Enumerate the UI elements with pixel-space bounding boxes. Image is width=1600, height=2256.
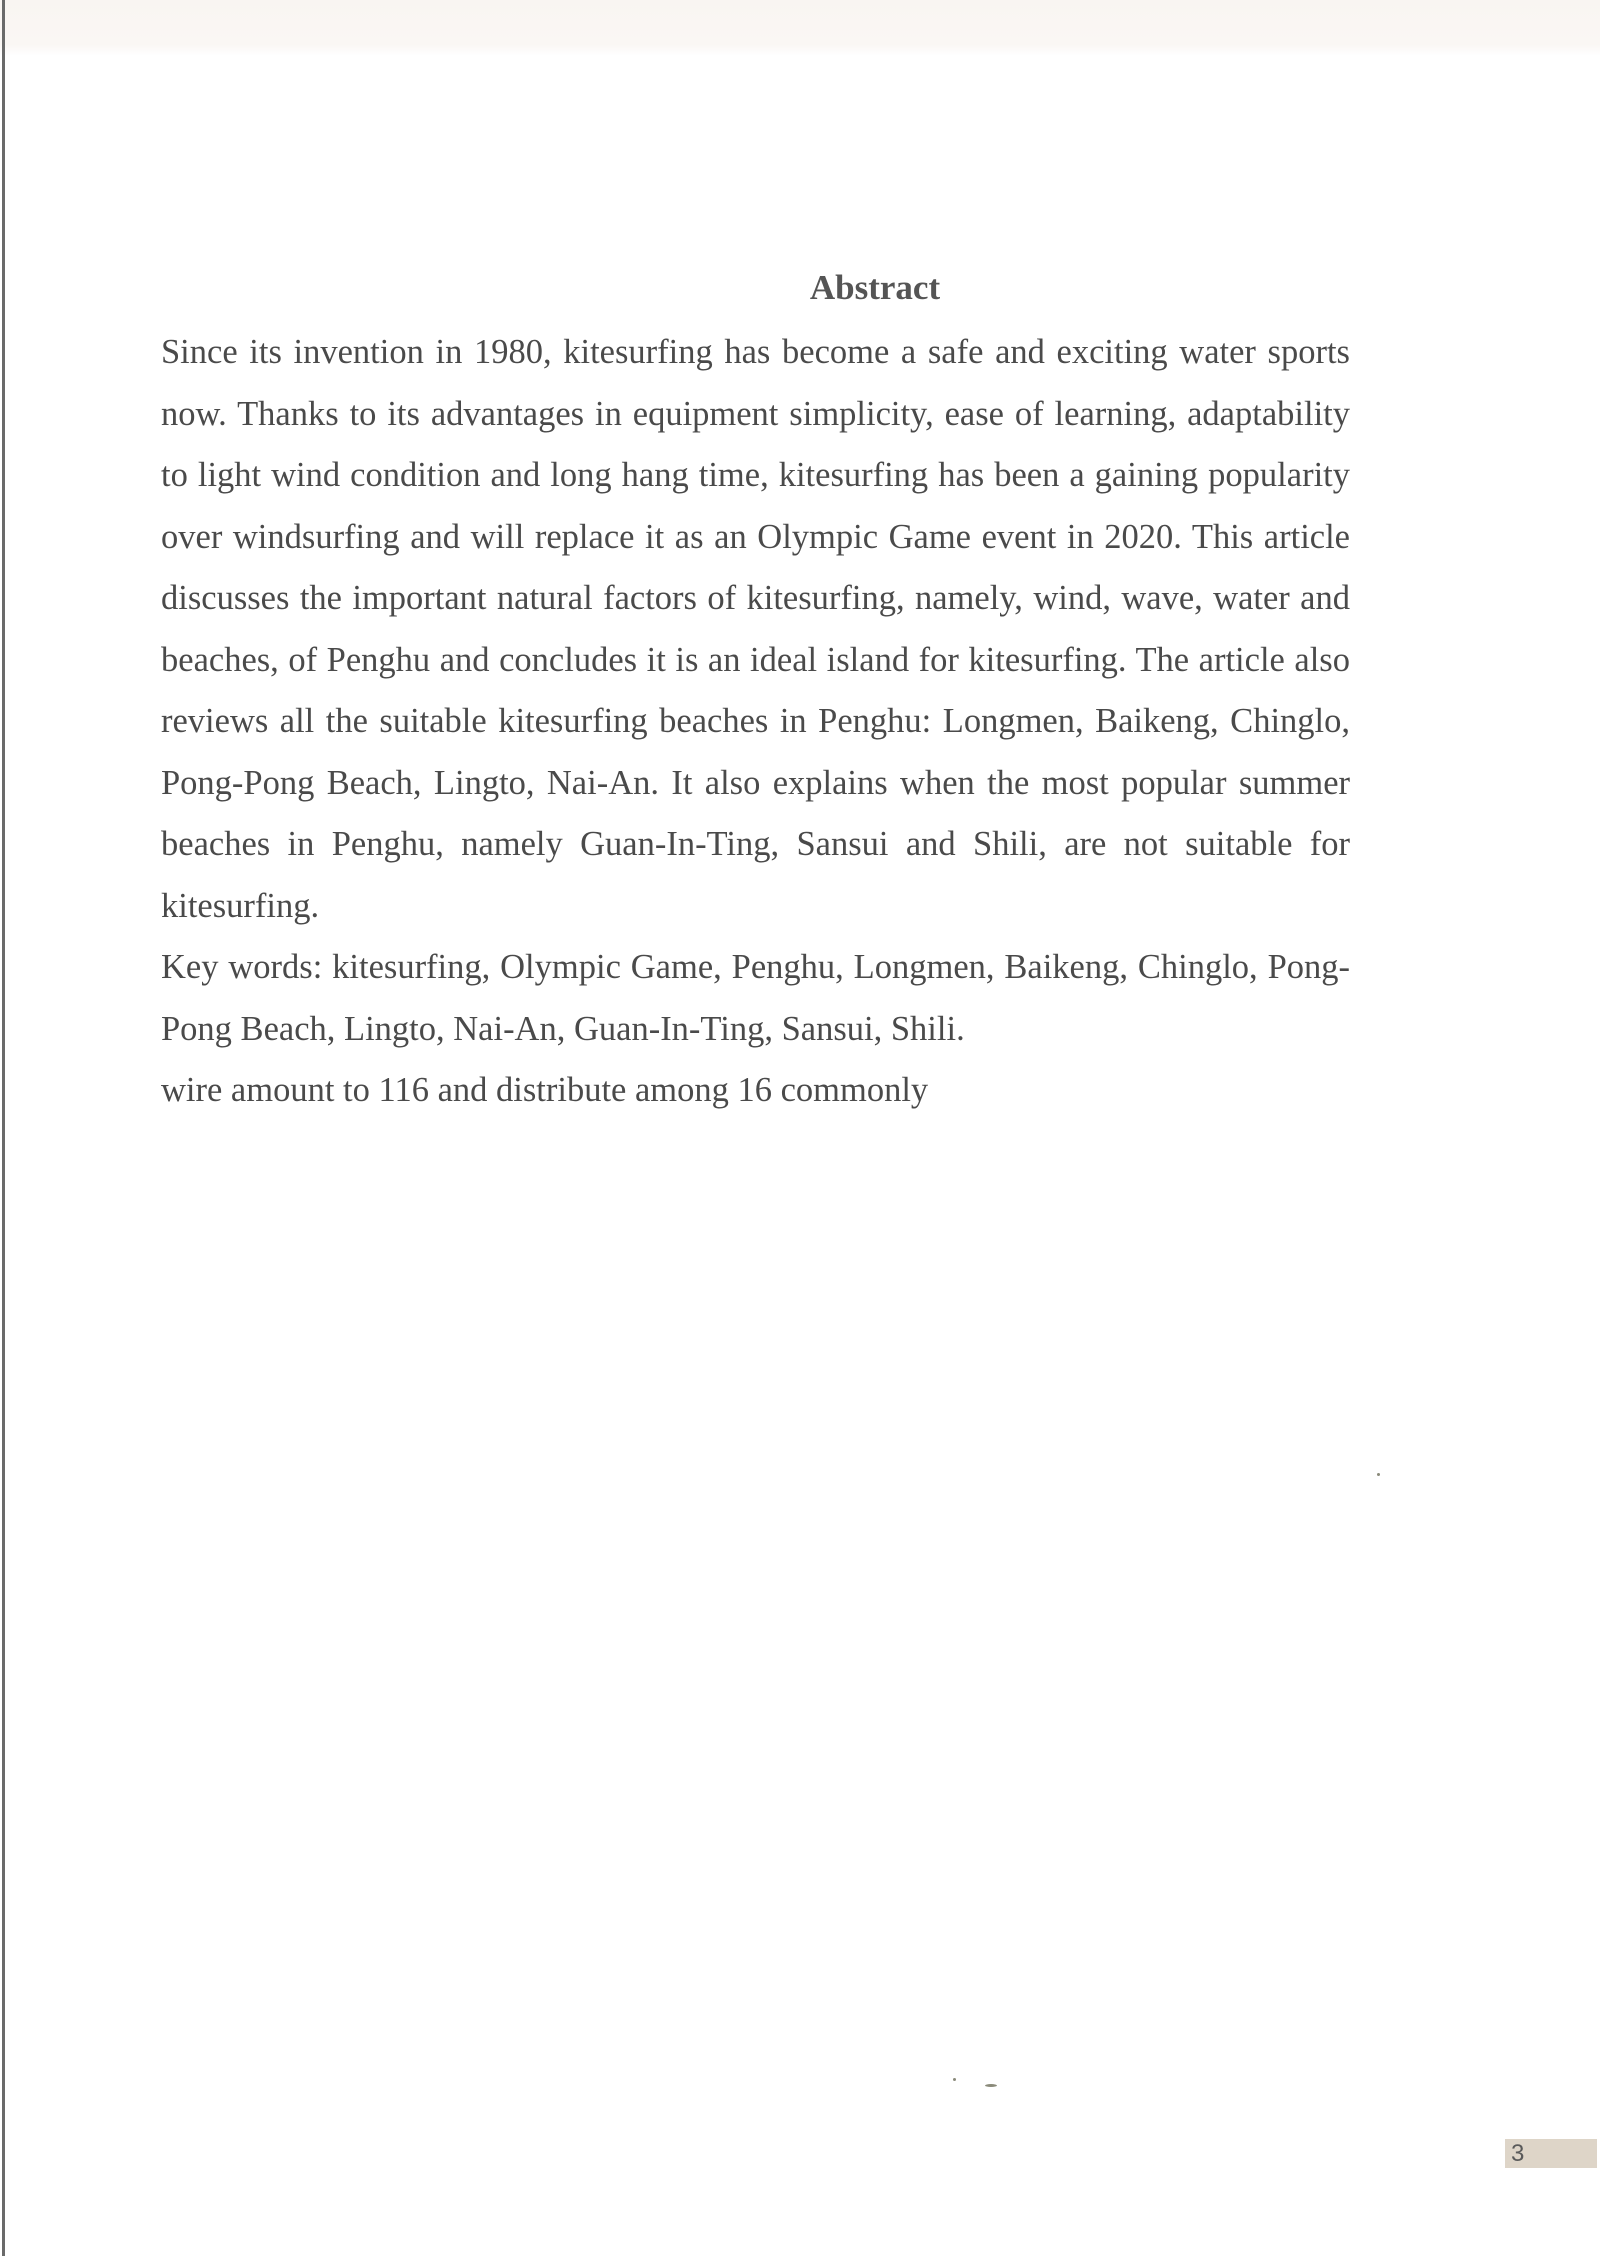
keywords-line: Key words: kitesurfing, Olympic Game, Penghu, Longmen, Baikeng, Chinglo, Pong- xyxy=(161,948,1350,986)
scan-speck xyxy=(953,2078,956,2081)
page-title: Abstract xyxy=(809,268,941,307)
abstract-body xyxy=(161,322,1350,1122)
abstract-line: discusses the important natural factors of kitesurfing, namely, wind, wave, water and xyxy=(161,579,1350,617)
abstract-line: beaches in Penghu, namely Guan-In-Ting, Sansui and Shili, are not suitable for xyxy=(161,825,1350,863)
abstract-line: Pong-Pong Beach, Lingto, Nai-An. It also explains when the most popular summer xyxy=(161,763,1350,802)
scan-speck xyxy=(1377,1473,1380,1476)
abstract-line: Since its invention in 1980, kitesurfing has become a safe and exciting water sports xyxy=(161,333,1350,371)
abstract-line: now. Thanks to its advantages in equipment simplicity, ease of learning, adaptability xyxy=(161,394,1350,433)
abstract-line: over windsurfing and will replace it as an Olympic Game event in 2020. This article xyxy=(161,517,1350,556)
abstract-line: beaches, of Penghu and concludes it is an ideal island for kitesurfing. The article also xyxy=(161,640,1350,679)
trailing-text-line: wire amount to 116 and distribute among 16 commonly xyxy=(161,1071,929,1109)
scan-top-band xyxy=(0,0,1600,56)
abstract-line: reviews all the suitable kitesurfing beaches in Penghu: Longmen, Baikeng, Chinglo, xyxy=(161,702,1350,740)
page-number: 3 xyxy=(1505,2139,1597,2168)
keywords-line: Pong Beach, Lingto, Nai-An, Guan-In-Ting, Sansui, Shili. xyxy=(161,1009,965,1048)
scan-speck xyxy=(985,2084,997,2087)
scan-left-edge xyxy=(2,0,5,2256)
abstract-line: to light wind condition and long hang time, kitesurfing has been a gaining popularity xyxy=(161,456,1350,494)
abstract-line: kitesurfing. xyxy=(161,886,320,925)
